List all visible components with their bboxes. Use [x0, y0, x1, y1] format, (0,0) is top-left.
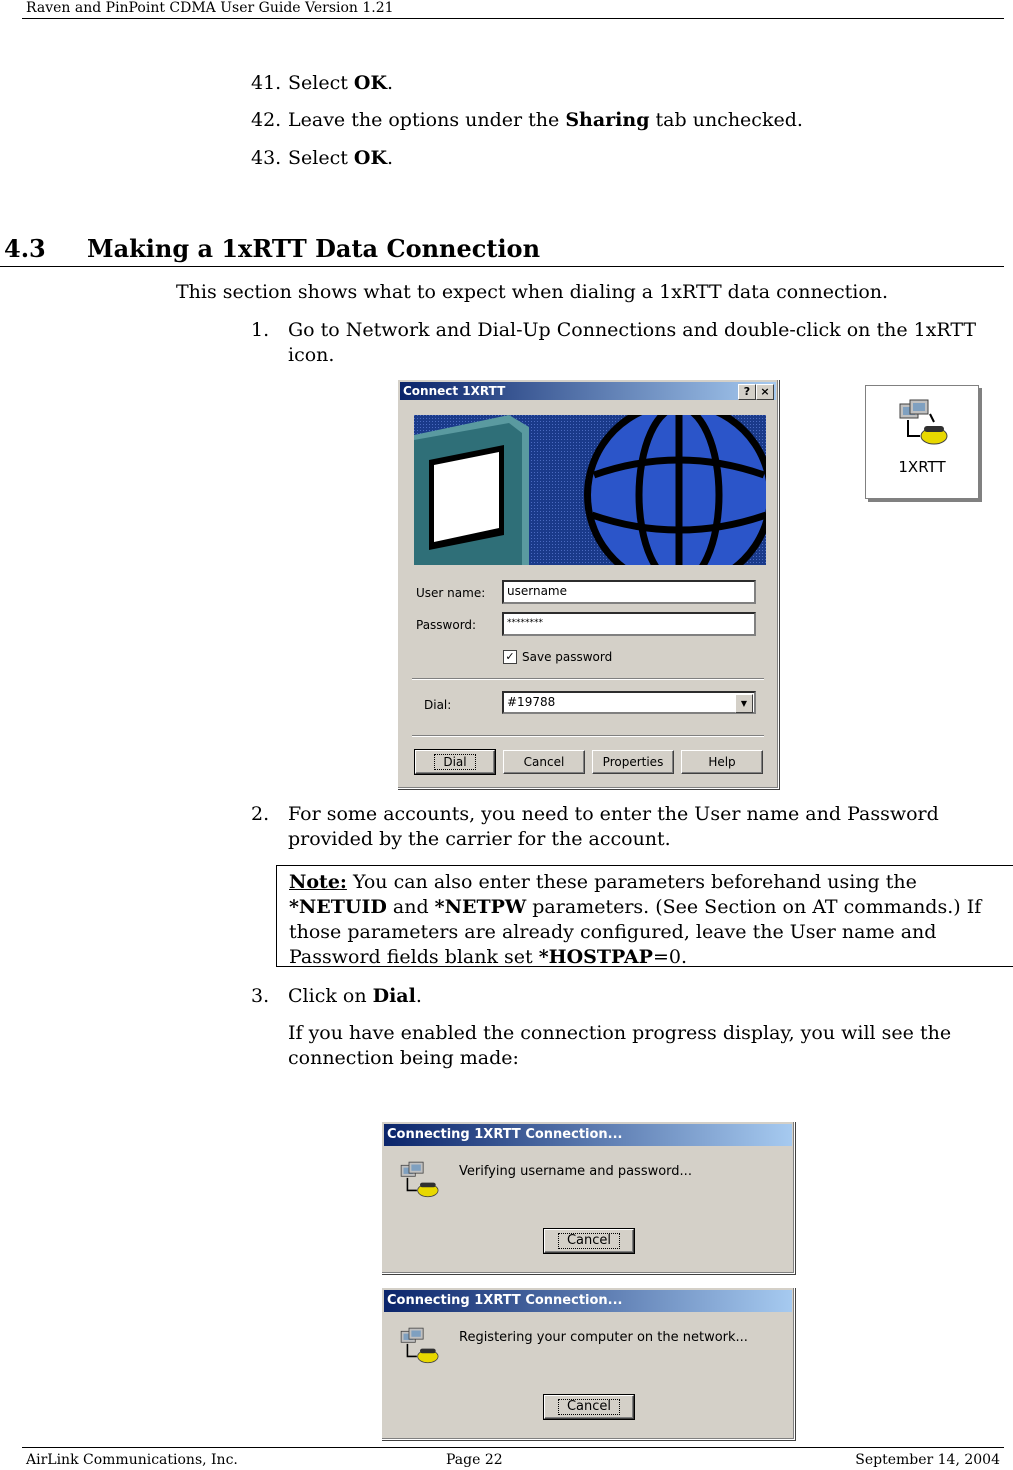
footer-rule	[22, 1447, 1004, 1448]
section-title: Making a 1xRTT Data Connection	[87, 234, 541, 263]
progress-message: Registering your computer on the network...	[459, 1330, 748, 1345]
connection-icon-card[interactable]	[865, 385, 979, 499]
section-rule	[0, 266, 1004, 267]
footer-date: September 14, 2004	[855, 1452, 1000, 1468]
step-43: 43. Select OK.	[251, 147, 394, 169]
dialog-separator	[412, 678, 764, 680]
dialog-separator-2	[412, 735, 764, 737]
connect-dialog	[397, 379, 779, 789]
connect-dialog-title: Connect 1XRTT	[403, 384, 506, 398]
connect-dialog-titlebar	[400, 382, 776, 400]
note-box: Note: You can also enter these parameters beforehand using the *NETUID and *NETPW parameters. (See Section on AT commands.) If those parameters are already configured, leave the User name and Password fields blank set *HOSTPAP=0.	[276, 865, 1013, 967]
step-41: 41. Select OK.	[251, 72, 394, 94]
user-name-label: User name:	[416, 586, 486, 600]
cancel-button[interactable]: Cancel	[544, 1229, 634, 1253]
dial-button[interactable]: Dial	[415, 750, 495, 774]
progress-message: Verifying username and password...	[459, 1164, 692, 1179]
save-password-label: Save password	[522, 650, 613, 664]
dial-label: Dial:	[424, 698, 452, 712]
network-connection-icon	[398, 1326, 442, 1368]
progress-intro-text: If you have enabled the connection progress display, you will see the connection being made:	[288, 1022, 952, 1069]
close-icon[interactable]: ×	[756, 384, 774, 400]
cancel-button[interactable]: Cancel	[503, 750, 585, 774]
password-label: Password:	[416, 618, 477, 632]
dial-select[interactable]: #19788 ▼	[502, 691, 756, 714]
network-connection-icon	[896, 398, 952, 450]
step-2: 2. For some accounts, you need to enter the User name and Password provided by the carrier for the account.	[251, 803, 939, 850]
note-label: Note:	[289, 871, 347, 893]
properties-button[interactable]: Properties	[592, 750, 674, 774]
help-button[interactable]: Help	[681, 750, 763, 774]
footer-company: AirLink Communications, Inc.	[26, 1452, 238, 1468]
user-name-input[interactable]: username	[502, 580, 756, 604]
step-1: 1. Go to Network and Dial-Up Connections and double-click on the 1xRTT icon.	[251, 319, 977, 366]
icon-card-label: 1XRTT	[898, 458, 946, 476]
save-password-checkbox[interactable]: ✓	[503, 650, 517, 664]
progress-dialog-titlebar: Connecting 1XRTT Connection...	[384, 1124, 792, 1146]
progress-dialog-verifying	[381, 1121, 795, 1274]
page-header: Raven and PinPoint CDMA User Guide Version 1.21	[26, 0, 394, 16]
help-icon[interactable]: ?	[738, 384, 756, 400]
connect-banner-image	[414, 415, 766, 565]
section-number: 4.3	[4, 234, 46, 263]
step-3: 3. Click on Dial.	[251, 985, 422, 1007]
step-42: 42. Leave the options under the Sharing tab unchecked.	[251, 109, 803, 131]
chevron-down-icon[interactable]: ▼	[735, 694, 753, 713]
intro-text: This section shows what to expect when dialing a 1xRTT data connection.	[176, 281, 889, 303]
header-rule	[22, 18, 1004, 19]
footer-page-number: Page 22	[446, 1452, 503, 1468]
progress-dialog-registering	[381, 1287, 795, 1440]
network-connection-icon	[398, 1160, 442, 1202]
section-heading	[4, 234, 1004, 264]
cancel-button[interactable]: Cancel	[544, 1395, 634, 1419]
progress-dialog-titlebar: Connecting 1XRTT Connection...	[384, 1290, 792, 1312]
password-input[interactable]: ********	[502, 612, 756, 636]
